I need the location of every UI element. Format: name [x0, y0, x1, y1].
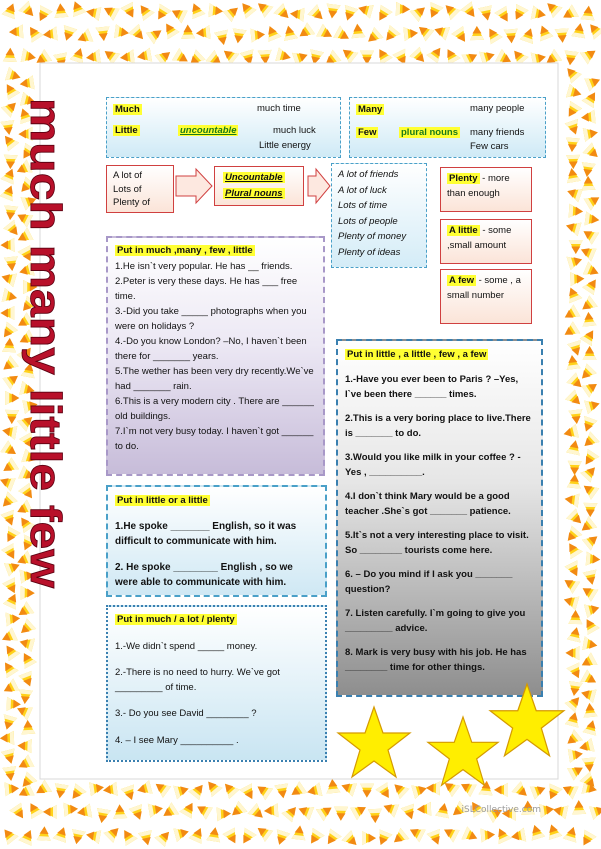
a-little-meaning-box [440, 219, 532, 264]
exercise-item: 1.He isn`t very popular. He has __ friends. [115, 260, 293, 272]
little-energy-text: Little energy [259, 140, 311, 151]
plenty-meaning-box [440, 167, 532, 212]
exercise-item: 6. – Do you mind if I ask you _______ question? [345, 569, 513, 595]
example-line: A lot of luck [338, 184, 387, 196]
exercise-3-title: Put in much / a lot / plenty [117, 614, 235, 625]
little-label [113, 125, 140, 136]
much-label [113, 104, 142, 115]
exercise-item: 3.Would you like milk in your coffee ? - Yes , __________. [345, 452, 521, 478]
much-word: Much [115, 104, 140, 115]
exercise-item: 7. Listen carefully. I`m going to give you _________ advice. [345, 608, 526, 634]
a-few-meaning-box [440, 269, 532, 324]
few-cars-text: Few cars [470, 141, 509, 152]
plural-nouns-word: plural nouns [401, 127, 458, 138]
exercise-item: 3.-Did you take _____ photographs when you were on holidays ? [115, 306, 307, 332]
watermark: iSLCollective.com [461, 805, 541, 815]
exercise-item: 5.The wether has been very dry recently.We`ve had _______ rain. [115, 366, 314, 392]
plural-nouns-label [399, 127, 460, 138]
a-lot-of-line: A lot of [113, 170, 143, 181]
exercise-item: 3.- Do you see David ________ ? [115, 708, 257, 719]
uncountable-label [178, 125, 238, 136]
exercise-item: 2. He spoke ________ English , so we were able to communicate with him. [115, 561, 293, 588]
block-arrow-2 [308, 169, 330, 203]
examples-box [331, 163, 427, 268]
many-friends-text: many friends [470, 127, 525, 138]
example-line: Plenty of ideas [338, 246, 401, 258]
exercise-item: 1.-Have you ever been to Paris ? –Yes, I`ve been there ______ times. [345, 374, 519, 400]
plenty-of-line: Plenty of [113, 197, 150, 208]
exercise-item: 5.It`s not a very interesting place to visit. So ________ tourists come here. [345, 530, 529, 556]
exercise-little-alittle-few-afew [336, 339, 543, 697]
exercise-item: 6.This is a very modern city . There are ______ old buildings. [115, 396, 314, 422]
a-little-word: A little [449, 225, 478, 236]
example-line: Lots of time [338, 200, 388, 211]
much-time-text: much time [257, 103, 301, 114]
a-lot-of-box [106, 165, 174, 213]
a-little-meaning: - some ,small amount [447, 225, 512, 251]
exercise-item: 4. – I see Mary __________ . [115, 734, 239, 746]
block-arrow-1 [176, 169, 212, 203]
exercise-item: 7.I`m not very busy today. I haven`t got ______ to do. [115, 426, 314, 452]
much-little-diagram [106, 97, 341, 158]
uncountable-plural-box [214, 166, 304, 206]
exercise-item: 1.He spoke _______ English, so it was difficult to communicate with him. [115, 520, 297, 547]
plenty-word: Plenty [449, 173, 478, 184]
example-line: A lot of friends [338, 169, 399, 180]
exercise-item: 4.I don`t think Mary would be a good teacher .She`s got _______ patience. [345, 491, 511, 517]
exercise-4-title: Put in little , a little , few , a few [347, 349, 487, 360]
few-word: Few [358, 127, 377, 138]
plural-nouns-heading: Plural nouns [225, 188, 283, 199]
much-luck-text: much luck [273, 125, 316, 136]
vertical-title-text: much many little few [20, 98, 70, 531]
many-people-text: many people [470, 103, 525, 114]
a-few-word: A few [449, 275, 474, 286]
exercise-little-a-little [106, 485, 327, 597]
many-few-diagram [349, 97, 546, 158]
many-label [356, 104, 384, 115]
a-few-meaning: - some , a small number [447, 275, 521, 301]
plenty-meaning: - more than enough [447, 173, 510, 199]
lots-of-line: Lots of [113, 183, 142, 195]
exercise-item: 2.This is a very boring place to live.There is _______ to do. [345, 413, 531, 439]
many-word: Many [358, 104, 383, 115]
exercise-1-title: Put in much ,many , few , little [117, 245, 253, 256]
uncountable-word: uncountable [180, 125, 237, 136]
example-line: Plenty of money [338, 231, 407, 242]
exercise-much-alot-plenty [106, 605, 327, 762]
exercise-item: 2.-There is no need to hurry. We`ve got _________ of time. [115, 667, 280, 693]
exercise-2-title: Put in little or a little [117, 495, 208, 506]
uncountable-heading: Uncountable [225, 172, 283, 183]
exercise-item: 4.-Do you know London? –No, I haven`t been there for _______ years. [115, 336, 307, 362]
star-right [486, 682, 568, 764]
exercise-item: 2.Peter is very these days. He has ___ free time. [115, 276, 298, 302]
example-line: Lots of people [338, 215, 398, 227]
star-left [334, 705, 414, 785]
exercise-item: 1.-We didn`t spend _____ money. [115, 640, 258, 652]
few-label [356, 127, 378, 138]
little-word: Little [115, 125, 138, 136]
exercise-item: 8. Mark is very busy with his job. He has ________ time for other things. [345, 647, 527, 673]
exercise-much-many-few-little [106, 236, 325, 476]
